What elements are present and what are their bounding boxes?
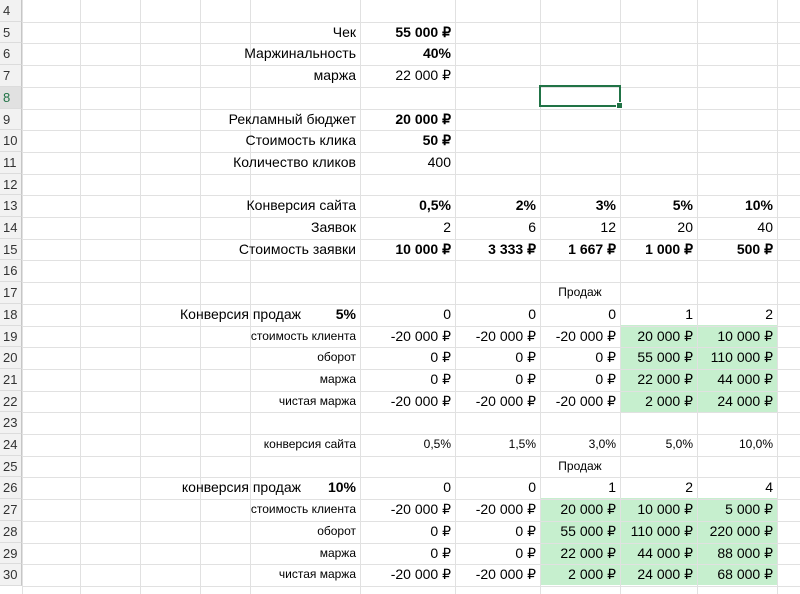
value-cell[interactable]: -20 000 ₽ bbox=[475, 393, 536, 409]
value-cell[interactable]: 5 000 ₽ bbox=[725, 501, 773, 517]
label-cell[interactable]: Конверсия продаж bbox=[180, 306, 301, 322]
value-cell[interactable]: 2 000 ₽ bbox=[568, 566, 616, 582]
value-cell[interactable]: 0,5% bbox=[419, 197, 451, 213]
row-header[interactable]: 18 bbox=[0, 304, 22, 326]
value-cell[interactable]: 55 000 ₽ bbox=[637, 349, 693, 365]
value-cell[interactable]: 44 000 ₽ bbox=[637, 545, 693, 561]
row-header[interactable]: 22 bbox=[0, 391, 22, 412]
value-cell[interactable]: 0 ₽ bbox=[515, 545, 536, 561]
value-cell[interactable]: 10% bbox=[744, 197, 773, 213]
value-cell[interactable]: 0 ₽ bbox=[515, 523, 536, 539]
row-header[interactable]: 17 bbox=[0, 282, 22, 304]
row-header[interactable]: 21 bbox=[0, 369, 22, 391]
row-header[interactable]: 27 bbox=[0, 499, 22, 521]
row-header[interactable]: 8 bbox=[0, 87, 22, 109]
label-cell[interactable]: оборот bbox=[317, 524, 356, 538]
row-header[interactable]: 15 bbox=[0, 239, 22, 260]
value-cell[interactable]: -20 000 ₽ bbox=[390, 328, 451, 344]
grid-vline bbox=[22, 0, 23, 594]
header-cell[interactable]: Продаж bbox=[558, 285, 602, 299]
value-cell[interactable]: 1 bbox=[608, 479, 616, 495]
row-header[interactable]: 19 bbox=[0, 326, 22, 347]
value-cell[interactable]: 10 000 ₽ bbox=[637, 501, 693, 517]
value-cell[interactable]: 1,5% bbox=[508, 437, 536, 451]
grid-vline bbox=[777, 0, 778, 594]
row-header[interactable]: 4 bbox=[0, 0, 22, 22]
value-cell[interactable]: 10% bbox=[327, 479, 356, 495]
row-header[interactable]: 5 bbox=[0, 22, 22, 43]
label-cell[interactable]: Стоимость заявки bbox=[238, 241, 356, 257]
header-cell[interactable]: Продаж bbox=[558, 459, 602, 473]
label-cell[interactable]: чистая маржа bbox=[278, 394, 356, 408]
value-cell[interactable]: 5% bbox=[672, 197, 693, 213]
value-cell[interactable]: 2 000 ₽ bbox=[645, 393, 693, 409]
value-cell[interactable]: 24 000 ₽ bbox=[637, 566, 693, 582]
row-header[interactable]: 7 bbox=[0, 65, 22, 87]
value-cell[interactable]: 10,0% bbox=[738, 437, 773, 451]
value-cell[interactable]: 55 000 ₽ bbox=[560, 523, 616, 539]
value-cell[interactable]: 5% bbox=[335, 306, 356, 322]
value-cell[interactable]: 20 000 ₽ bbox=[560, 501, 616, 517]
value-cell[interactable]: 12 bbox=[600, 219, 616, 235]
grid-hline bbox=[22, 586, 800, 587]
value-cell[interactable]: 44 000 ₽ bbox=[717, 371, 773, 387]
row-header[interactable]: 16 bbox=[0, 260, 22, 282]
label-cell[interactable]: конверсия сайта bbox=[263, 437, 356, 451]
row-header[interactable]: 28 bbox=[0, 521, 22, 543]
value-cell[interactable]: 2% bbox=[515, 197, 536, 213]
value-cell[interactable]: 0 bbox=[443, 479, 451, 495]
value-cell[interactable]: 6 bbox=[528, 219, 536, 235]
grid-hline bbox=[22, 412, 800, 413]
value-cell[interactable]: 500 ₽ bbox=[736, 241, 773, 257]
grid-hline bbox=[22, 456, 800, 457]
label-cell[interactable]: маржа bbox=[319, 546, 356, 560]
value-cell[interactable]: 3% bbox=[595, 197, 616, 213]
grid-vline bbox=[80, 0, 81, 594]
label-cell[interactable]: Количество кликов bbox=[233, 154, 356, 170]
label-cell[interactable]: маржа bbox=[319, 372, 356, 386]
value-cell[interactable]: 110 000 ₽ bbox=[710, 349, 773, 365]
grid-hline bbox=[22, 174, 800, 175]
value-cell[interactable]: 20 bbox=[677, 219, 693, 235]
value-cell[interactable]: 5,0% bbox=[665, 437, 693, 451]
row-header[interactable]: 24 bbox=[0, 434, 22, 456]
row-header[interactable]: 25 bbox=[0, 456, 22, 477]
row-header[interactable]: 11 bbox=[0, 152, 22, 174]
value-cell[interactable]: 1 000 ₽ bbox=[645, 241, 693, 257]
label-cell[interactable]: Заявок bbox=[310, 219, 356, 235]
value-cell[interactable]: -20 000 ₽ bbox=[475, 501, 536, 517]
value-cell[interactable]: 10 000 ₽ bbox=[395, 241, 451, 257]
value-cell[interactable]: 0 bbox=[528, 479, 536, 495]
label-cell[interactable]: Рекламный бюджет bbox=[228, 111, 356, 127]
value-cell[interactable]: 22 000 ₽ bbox=[560, 545, 616, 561]
row-header[interactable]: 26 bbox=[0, 477, 22, 499]
selected-cell[interactable] bbox=[539, 85, 621, 107]
value-cell[interactable]: 0 ₽ bbox=[515, 349, 536, 365]
value-cell[interactable]: 0,5% bbox=[423, 437, 451, 451]
value-cell[interactable]: 2 bbox=[685, 479, 693, 495]
value-cell[interactable]: 400 bbox=[427, 154, 451, 170]
value-cell[interactable]: 0 ₽ bbox=[430, 523, 451, 539]
row-header[interactable]: 10 bbox=[0, 130, 22, 152]
value-cell[interactable]: -20 000 ₽ bbox=[390, 501, 451, 517]
value-cell[interactable]: 220 000 ₽ bbox=[709, 523, 773, 539]
value-cell[interactable]: 0 ₽ bbox=[430, 371, 451, 387]
value-cell[interactable]: 3,0% bbox=[588, 437, 616, 451]
label-cell[interactable]: Чек bbox=[332, 24, 356, 40]
label-cell[interactable]: чистая маржа bbox=[278, 567, 356, 581]
row-header[interactable]: 29 bbox=[0, 543, 22, 564]
value-cell[interactable]: 68 000 ₽ bbox=[717, 566, 773, 582]
row-header[interactable]: 30 bbox=[0, 564, 22, 586]
row-header[interactable]: 13 bbox=[0, 195, 22, 217]
label-cell[interactable]: Конверсия сайта bbox=[246, 197, 356, 213]
label-cell[interactable]: Стоимость клика bbox=[245, 132, 356, 148]
label-cell[interactable]: стоимость клиента bbox=[250, 502, 356, 516]
value-cell[interactable]: 0 bbox=[443, 306, 451, 322]
label-cell[interactable]: Маржинальность bbox=[244, 45, 356, 61]
label-cell[interactable]: стоимость клиента bbox=[250, 329, 356, 343]
grid-hline bbox=[22, 282, 800, 283]
row-header[interactable]: 6 bbox=[0, 43, 22, 65]
row-header[interactable]: 9 bbox=[0, 109, 22, 130]
label-cell[interactable]: оборот bbox=[317, 350, 356, 364]
grid-hline bbox=[22, 87, 800, 88]
value-cell[interactable]: 1 bbox=[685, 306, 693, 322]
row-header[interactable]: 12 bbox=[0, 174, 22, 195]
value-cell[interactable]: 22 000 ₽ bbox=[637, 371, 693, 387]
value-cell[interactable]: 2 bbox=[443, 219, 451, 235]
value-cell[interactable]: 0 bbox=[528, 306, 536, 322]
value-cell[interactable]: 40 bbox=[757, 219, 773, 235]
value-cell[interactable]: -20 000 ₽ bbox=[475, 566, 536, 582]
value-cell[interactable]: 0 bbox=[608, 306, 616, 322]
value-cell[interactable]: 88 000 ₽ bbox=[717, 545, 773, 561]
value-cell[interactable]: 0 ₽ bbox=[515, 371, 536, 387]
value-cell[interactable]: 55 000 ₽ bbox=[395, 24, 451, 40]
value-cell[interactable]: -20 000 ₽ bbox=[390, 566, 451, 582]
value-cell[interactable]: 0 ₽ bbox=[595, 371, 616, 387]
label-cell[interactable]: маржа bbox=[313, 67, 356, 83]
grid-hline bbox=[22, 260, 800, 261]
value-cell[interactable]: -20 000 ₽ bbox=[475, 328, 536, 344]
value-cell[interactable]: -20 000 ₽ bbox=[555, 328, 616, 344]
value-cell[interactable]: 50 ₽ bbox=[422, 132, 451, 148]
value-cell[interactable]: 1 667 ₽ bbox=[568, 241, 616, 257]
row-header[interactable]: 14 bbox=[0, 217, 22, 239]
value-cell[interactable]: 40% bbox=[422, 45, 451, 61]
value-cell[interactable]: 0 ₽ bbox=[430, 349, 451, 365]
value-cell[interactable]: 20 000 ₽ bbox=[395, 111, 451, 127]
value-cell[interactable]: -20 000 ₽ bbox=[555, 393, 616, 409]
value-cell[interactable]: 4 bbox=[765, 479, 773, 495]
row-header[interactable]: 23 bbox=[0, 412, 22, 434]
value-cell[interactable]: -20 000 ₽ bbox=[390, 393, 451, 409]
label-cell[interactable]: конверсия продаж bbox=[181, 479, 301, 495]
value-cell[interactable]: 10 000 ₽ bbox=[717, 328, 773, 344]
value-cell[interactable]: 3 333 ₽ bbox=[488, 241, 536, 257]
value-cell[interactable]: 0 ₽ bbox=[595, 349, 616, 365]
value-cell[interactable]: 20 000 ₽ bbox=[637, 328, 693, 344]
value-cell[interactable]: 110 000 ₽ bbox=[630, 523, 693, 539]
value-cell[interactable]: 22 000 ₽ bbox=[395, 67, 451, 83]
value-cell[interactable]: 24 000 ₽ bbox=[717, 393, 773, 409]
value-cell[interactable]: 2 bbox=[765, 306, 773, 322]
value-cell[interactable]: 0 ₽ bbox=[430, 545, 451, 561]
row-header[interactable]: 20 bbox=[0, 347, 22, 369]
